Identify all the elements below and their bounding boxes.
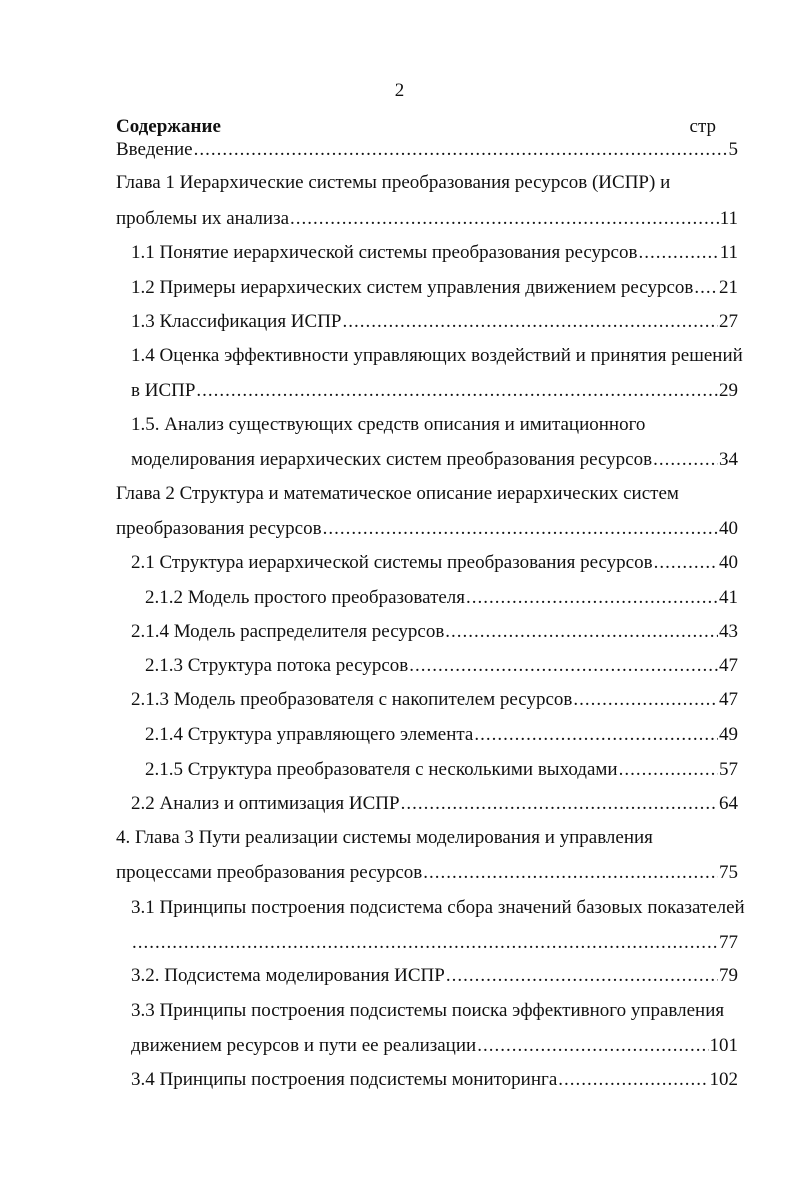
toc-entry-page: 77: [719, 932, 738, 953]
dot-leader: [194, 140, 728, 160]
dot-leader: [323, 519, 718, 539]
toc-entry-text: Введение: [116, 139, 193, 160]
toc-entry-page: 40: [719, 552, 738, 573]
toc-entry-section-1-4[interactable]: [131, 345, 743, 401]
toc-entry-section-2-1-4-distributor[interactable]: [131, 622, 738, 642]
toc-entry-page: 11: [719, 208, 738, 229]
toc-entry-text-line-2: моделирования иерархических систем преобразования ресурсов: [131, 449, 653, 470]
toc-entry-section-1-2[interactable]: [131, 278, 738, 298]
dot-leader: [290, 209, 719, 229]
toc-entry-chapter-3[interactable]: [116, 828, 738, 883]
toc-entry-page: 27: [719, 311, 738, 332]
toc-entry-page: 79: [719, 965, 738, 986]
toc-entry-page: 101: [709, 1035, 738, 1056]
toc-entry-page: 102: [709, 1069, 738, 1090]
dot-leader: [638, 243, 718, 263]
toc-entry-section-1-3[interactable]: [131, 312, 738, 332]
toc-entry-text: 1.1 Понятие иерархической системы преобразования ресурсов: [131, 242, 638, 263]
toc-entry-text-line-1: 3.3 Принципы построения подсистемы поиска эффективного управления: [131, 1000, 725, 1021]
toc-entry-page: 57: [719, 759, 738, 780]
toc-entry-text-line-1: Глава 1 Иерархические системы преобразования ресурсов (ИСПР) и: [116, 172, 671, 193]
toc-entry-section-3-1[interactable]: [131, 897, 745, 953]
toc-entry-section-1-5[interactable]: [131, 415, 738, 470]
toc-entry-text-line-2: проблемы их анализа: [116, 208, 290, 229]
toc-entry-page: 40: [719, 518, 738, 539]
toc-entry-intro[interactable]: [116, 140, 738, 160]
dot-leader: [477, 1036, 708, 1056]
toc-entry-text: 1.2 Примеры иерархических систем управления движением ресурсов: [131, 277, 694, 298]
toc-entry-page: 47: [719, 655, 738, 676]
toc-entry-section-2-1-3-flow[interactable]: [145, 656, 738, 676]
toc-entry-section-2-2[interactable]: [131, 794, 738, 814]
toc-entry-text: 2.1.4 Структура управляющего элемента: [145, 724, 474, 745]
dot-leader: [558, 1070, 708, 1090]
toc-entry-chapter-2[interactable]: [116, 484, 738, 539]
dot-leader: [342, 312, 718, 332]
toc-entry-text-line-1: 1.5. Анализ существующих средств описания и имитационного: [131, 414, 646, 435]
dot-leader: [409, 656, 718, 676]
toc-entry-page: 11: [719, 242, 738, 263]
page-column-label: стр: [689, 116, 716, 137]
toc-entry-text: 2.1.3 Модель преобразователя с накопителем ресурсов: [131, 689, 573, 710]
toc-entry-section-2-1[interactable]: [131, 553, 738, 573]
toc-entry-page: 47: [719, 689, 738, 710]
toc-entry-text: 2.1.4 Модель распределителя ресурсов: [131, 621, 445, 642]
toc-entry-text: 2.1.3 Структура потока ресурсов: [145, 655, 409, 676]
toc-entry-text: 3.4 Принципы построения подсистемы мониторинга: [131, 1069, 558, 1090]
toc-entry-text-line-2: движением ресурсов и пути ее реализации: [131, 1035, 477, 1056]
toc-entry-text: 3.2. Подсистема моделирования ИСПР: [131, 965, 445, 986]
dot-leader: [196, 381, 718, 401]
toc-entry-page: 21: [719, 277, 738, 298]
toc-entry-section-2-1-5[interactable]: [145, 760, 738, 780]
dot-leader: [653, 450, 718, 470]
toc-entry-section-2-1-2[interactable]: [145, 588, 738, 608]
toc-entry-text-line-2: процессами преобразования ресурсов: [116, 862, 423, 883]
toc-entry-text: 1.3 Классификация ИСПР: [131, 311, 342, 332]
toc-title: Содержание: [116, 116, 221, 137]
toc-entry-text: 2.2 Анализ и оптимизация ИСПР: [131, 793, 400, 814]
toc-entry-text: 2.1.2 Модель простого преобразователя: [145, 587, 466, 608]
dot-leader: [445, 622, 718, 642]
toc-entry-text-line-2: в ИСПР: [131, 380, 196, 401]
toc-entry-text: 2.1.5 Структура преобразователя с несколькими выходами: [145, 759, 618, 780]
toc-entry-section-3-4[interactable]: [131, 1070, 738, 1090]
dot-leader: [619, 760, 718, 780]
dot-leader: [446, 966, 718, 986]
toc-entry-section-3-3[interactable]: [131, 1001, 738, 1056]
toc-entry-section-2-1-3-storage[interactable]: [131, 690, 738, 710]
dot-leader: [132, 933, 718, 953]
dot-leader: [466, 588, 718, 608]
toc-entry-page: 5: [728, 139, 738, 160]
toc-entry-page: 75: [719, 862, 738, 883]
toc-entry-text: 2.1 Структура иерархической системы преобразования ресурсов: [131, 552, 653, 573]
dot-leader: [474, 725, 718, 745]
toc-entry-page: 34: [719, 449, 738, 470]
toc-entry-page: 43: [719, 621, 738, 642]
toc-entry-page: 64: [719, 793, 738, 814]
dot-leader: [401, 794, 718, 814]
toc-entry-text-line-1: 1.4 Оценка эффективности управляющих воздействий и принятия решений: [131, 345, 743, 366]
toc-entry-page: 29: [719, 380, 738, 401]
toc-header: [116, 116, 738, 140]
page-number: 2: [394, 80, 405, 101]
toc-entry-text-line-1: 4. Глава 3 Пути реализации системы моделирования и управления: [116, 827, 653, 848]
toc-entry-section-2-1-4-control[interactable]: [145, 725, 738, 745]
toc-entry-section-1-1[interactable]: [131, 243, 738, 263]
toc-entry-text-line-1: 3.1 Принципы построения подсистема сбора значений базовых показателей: [131, 897, 745, 918]
toc-entry-section-3-2[interactable]: [131, 966, 738, 986]
toc-entry-page: 49: [719, 724, 738, 745]
dot-leader: [654, 553, 718, 573]
toc-entry-page: 41: [719, 587, 738, 608]
dot-leader: [423, 863, 718, 883]
toc-entry-chapter-1[interactable]: [116, 173, 738, 229]
toc-entry-text-line-2: преобразования ресурсов: [116, 518, 322, 539]
toc-entry-text-line-1: Глава 2 Структура и математическое описание иерархических систем: [116, 483, 679, 504]
dot-leader: [694, 278, 718, 298]
dot-leader: [573, 690, 718, 710]
